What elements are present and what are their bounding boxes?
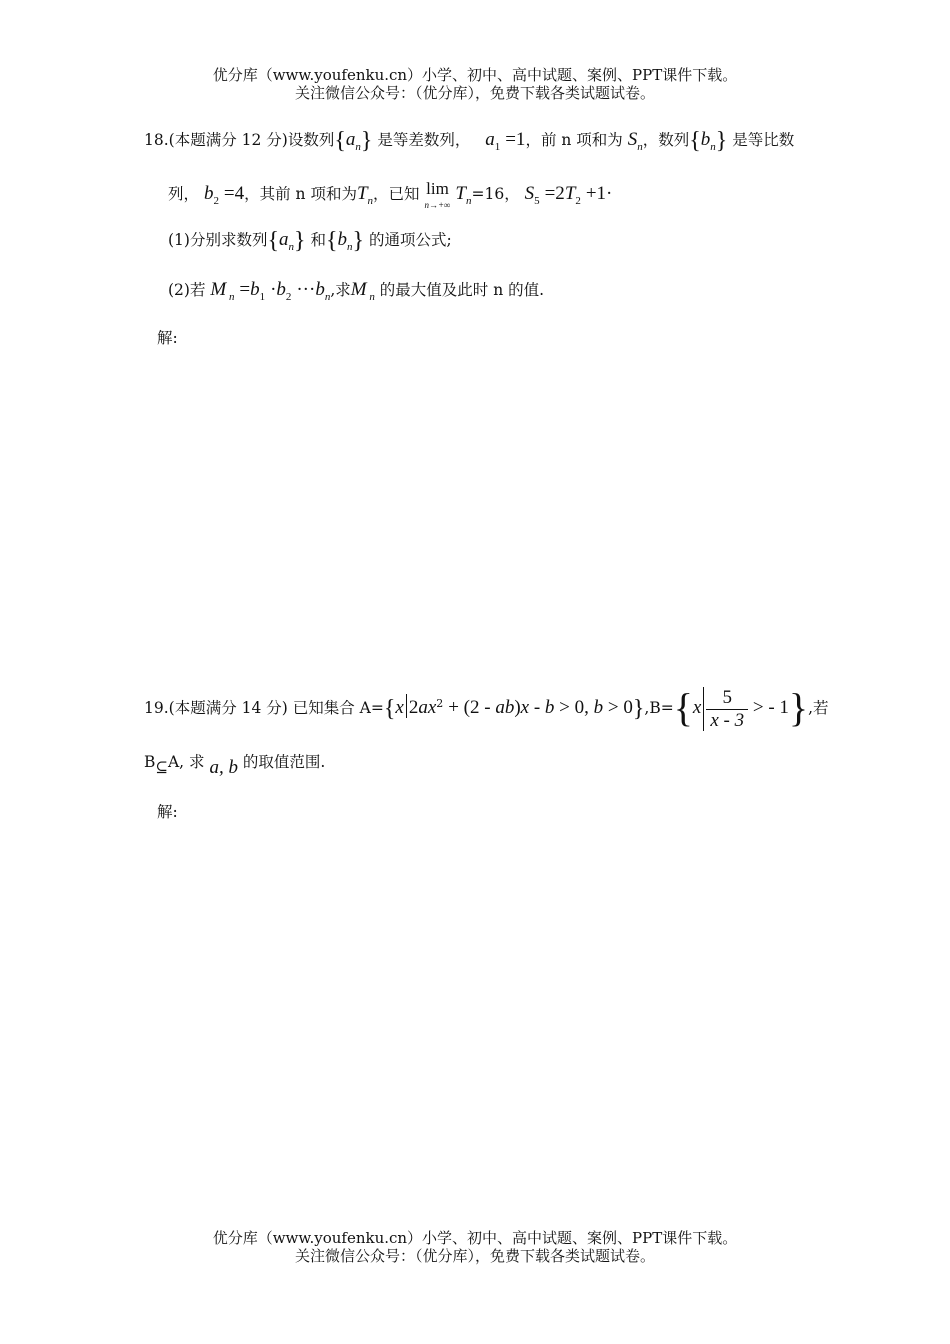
q18-part-1: (1)分别求数列$\{a_n\}$ 和$\{b_n\}$ 的通项公式; (168, 228, 452, 254)
q18-line2-c: ，已知 (373, 185, 420, 203)
q18-line2-d: =16， (471, 185, 520, 203)
q18-line-2: 列， $b_2 =4$，其前 n 项和为$T_n$，已知 lim n→+∞ $T_n=16$， $S_5 =2T_2 +1\cdot$ (168, 179, 613, 210)
limit-expression: lim n→+∞ (424, 179, 451, 210)
q19-line-2: B⊆A, 求 a, b 的取值范围. (144, 753, 326, 778)
q19-mid: ,B= (644, 699, 674, 717)
q18-text-3: ，数列 (642, 131, 690, 149)
q18-intro: 18.(本题满分 12 分)设数列 (144, 131, 335, 149)
q18-part-2: (2)若 M $_n =b_1 \cdot b_2 \cdot\cdot\cdot b_n$,求M $_n$ 的最大值及此时 n 的值. (168, 279, 545, 303)
q18-text-4: 是等比数 (732, 131, 795, 149)
footer-line-1: 优分库（www.youfenku.cn）小学、初中、高中试题、案例、PPT课件下载。 (212, 1229, 738, 1247)
page-footer (0, 1229, 950, 1265)
q18-line2-b: ，其前 n 项和为 (244, 185, 357, 203)
q18-part1-b: 和 (310, 231, 326, 249)
q18-part2-c: 的最大值及此时 n 的值. (379, 281, 545, 299)
q19-answer-label: 解: (157, 803, 178, 821)
header-line-1: 优分库（www.youfenku.cn）小学、初中、高中试题、案例、PPT课件下载。 (212, 66, 738, 84)
q18-text-1: 是等差数列， (377, 131, 471, 149)
q19-line2-c: 的取值范围. (242, 753, 326, 771)
q18-answer-label: 解: (157, 329, 178, 347)
q18-line2-a: 列， (168, 185, 200, 203)
q18-text-2: ，前 n 项和为 (525, 131, 623, 149)
q18-line-1: 18.(本题满分 12 分)设数列$\{a_n\}$ 是等差数列， $a_1 =1$，前 n 项和为 $S_n$，数列$\{b_n\}$ 是等比数 (144, 128, 795, 154)
q19-line2-a: B (144, 753, 156, 771)
subset-symbol: ⊆ (155, 758, 168, 776)
header-line-2: 关注微信公众号：（优分库），免费下载各类试题试卷。 (294, 84, 655, 102)
fraction-expression: $\frac{5}{x - 3}$ (706, 687, 748, 732)
q19-line2-b: A, 求 (167, 753, 205, 771)
q18-part1-a: (1)分别求数列 (168, 231, 268, 249)
q18-part2-a: (2)若 (168, 281, 206, 299)
q19-end: ,若 (808, 699, 829, 717)
q18-part1-c: 的通项公式; (368, 231, 452, 249)
q19-line-1: 19.(本题满分 14 分) 已知集合 A={x $2ax^2 + (2 - ab)x - b > 0$, b > 0},B={x $\frac{5}{x - 3}$ > - 1},若 (144, 685, 829, 731)
q19-intro: 19.(本题满分 14 分) 已知集合 A= (144, 699, 384, 717)
q18-part2-b: ,求 (330, 281, 351, 299)
page-header (0, 66, 950, 102)
footer-line-2: 关注微信公众号：（优分库），免费下载各类试题试卷。 (294, 1247, 655, 1265)
